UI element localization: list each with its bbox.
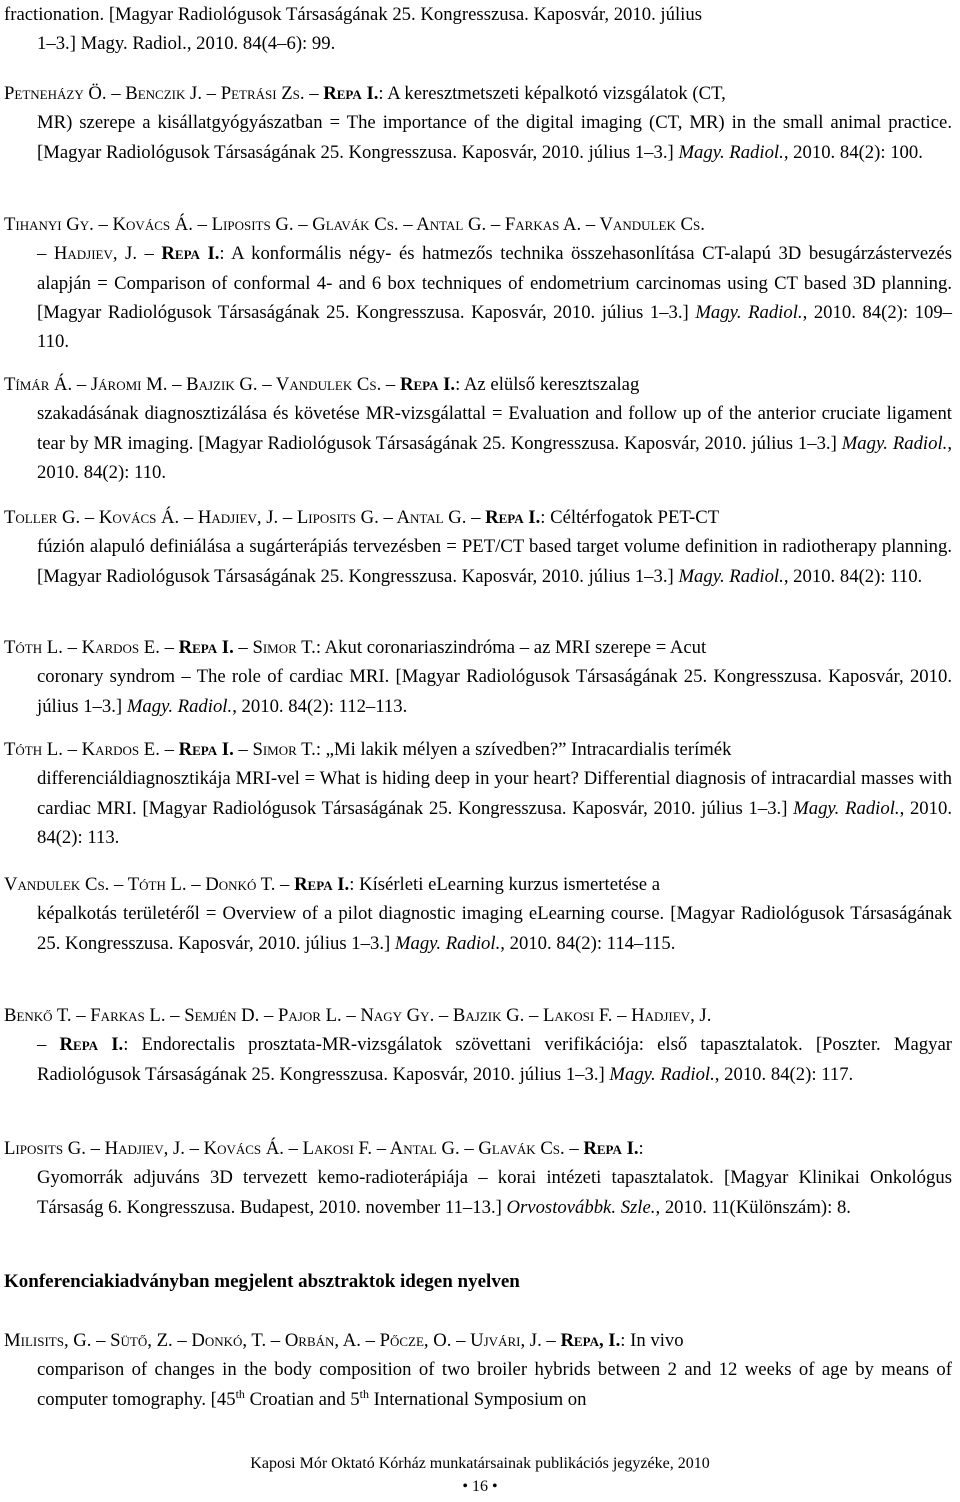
journal-name: Magy. Radiol.: [678, 565, 784, 587]
entry-first-line: Tóth L. – Kardos E. – Repa I. – Simor T.: „Mi lakik mélyen a szívedben?” Intracardialis terímék: [4, 739, 732, 760]
reference-entry: [4, 1001, 952, 1089]
entry-continuation: differenciáldiagnosztikája MRI-vel = What is hiding deep in your heart? Differential diagnosis of intracardial masses with cardiac MRI. [Magyar Radiológusok Társaságának 25. Kongresszusa. Kaposvár, 2010. július 1–3.] Magy. Radiol., 2010. 84(2): 113.: [37, 768, 952, 848]
entry-continuation: Gyomorrák adjuváns 3D tervezett kemo-radioterápiája – korai intézeti tapasztalatok. [Magyar Klinikai Onkológus Társaság 6. Kongresszusa. Budapest, 2010. november 11–13.] Orvostovábbk. Szle., 2010. 11(Különszám): 8.: [37, 1167, 952, 1218]
entry-authors: Tóth L. – Kardos E. –: [4, 637, 174, 658]
author-highlight: Repa I.: [583, 1138, 639, 1159]
reference-entry: [4, 1326, 952, 1414]
author-highlight: Repa I.: [178, 637, 234, 658]
entry-authors: Milisits, G. – Sütő, Z. – Donkó, T. – Orbán, A. – Pőcze, O. – Ujvári, J. –: [4, 1330, 556, 1351]
entry-first-line: Toller G. – Kovács Á. – Hadjiev, J. – Liposits G. – Antal G. – Repa I.: Céltérfogatok PET-CT: [4, 507, 720, 528]
journal-name: Magy. Radiol.: [126, 695, 233, 717]
entry-authors: Benkő T. – Farkas L. – Semjén D. – Pajor L. – Nagy Gy. – Bajzik G. – Lakosi F. – Hadjiev, J.: [4, 1005, 712, 1026]
entry-authors: Liposits G. – Hadjiev, J. – Kovács Á. – Lakosi F. – Antal G. – Glavák Cs. –: [4, 1138, 579, 1159]
superscript: th: [235, 1386, 245, 1401]
entry-continuation: 1–3.] Magy. Radiol., 2010. 84(4–6): 99.: [37, 33, 336, 55]
reference-entry: [4, 870, 952, 958]
reference-entry: [4, 503, 952, 591]
author-highlight: Repa I.: [323, 83, 379, 104]
entry-authors: Tóth L. – Kardos E. –: [4, 739, 174, 760]
entry-first-line: Milisits, G. – Sütő, Z. – Donkó, T. – Orbán, A. – Pőcze, O. – Ujvári, J. – Repa, I.: In vivo: [4, 1330, 684, 1351]
entry-continuation: coronary syndrom – The role of cardiac MRI. [Magyar Radiológusok Társaságának 25. Kongresszusa. Kaposvár, 2010. július 1–3.] Magy. Radiol., 2010. 84(2): 112–113.: [37, 666, 952, 717]
reference-entry: [4, 370, 952, 487]
reference-entry: [4, 0, 952, 59]
entry-authors: Toller G. – Kovács Á. – Hadjiev, J. – Liposits G. – Antal G. –: [4, 507, 481, 528]
entry-continuation: szakadásának diagnosztizálása és követése MR-vizsgálattal = Evaluation and follow up of the anterior cruciate ligament tear by MR imaging. [Magyar Radiológusok Társaságának 25. Kongresszusa. Kaposvár, 2010. július 1–3.] Magy. Radiol., 2010. 84(2): 110.: [37, 403, 952, 483]
journal-name: Magy. Radiol.: [841, 432, 948, 454]
entry-continuation: comparison of changes in the body composition of two broiler hybrids between 2 and 12 weeks of age by means of computer tomography. [45th Croatian and 5th International Symposium on: [37, 1359, 952, 1410]
entry-continuation: – Repa I.: Endorectalis prosztata-MR-vizsgálatok szövettani verifikációja: első tapasztalatok. [Poszter. Magyar Radiológusok Társaságának 25. Kongresszusa. Kaposvár, 2010. július 1–3.] Magy. Radiol., 2010. 84(2): 117.: [37, 1034, 952, 1085]
entry-authors: Tihanyi Gy. – Kovács Á. – Liposits G. – Glavák Cs. – Antal G. – Farkas A. – Vandulek Cs.: [4, 214, 705, 235]
journal-name: Magy. Radiol.: [609, 1063, 715, 1085]
author: Petneházy Ö.: [4, 83, 107, 104]
entry-first-line: Tímár Á. – Járomi M. – Bajzik G. – Vandulek Cs. – Repa I.: Az elülső keresztszalag: [4, 374, 640, 395]
entry-text: fractionation. [Magyar Radiológusok Társaságának 25. Kongresszusa. Kaposvár, 2010. július: [4, 4, 702, 25]
page-footer-title: Kaposi Mór Oktató Kórház munkatársainak publikációs jegyzéke, 2010: [250, 1455, 710, 1472]
author-highlight: Repa I.: [294, 874, 350, 895]
author-highlight: Repa I.: [161, 243, 220, 265]
author-highlight: Repa, I.: [560, 1330, 621, 1351]
entry-first-line: Liposits G. – Hadjiev, J. – Kovács Á. – Lakosi F. – Antal G. – Glavák Cs. – Repa I.:: [4, 1138, 644, 1159]
reference-entry: [4, 79, 952, 167]
reference-entry: [4, 210, 952, 356]
entry-continuation: – Hadjiev, J. – Repa I.: A konformális négy- és hatmezős technika összehasonlítása CT-alapú 3D besugárzástervezés alapján = Comparison of conformal 4- and 6 box techniques of endometrium carcinomas using CT based 3D planning. [Magyar Radiológusok Társaságának 25. Kongresszusa. Kaposvár, 2010. július 1–3.] Magy. Radiol., 2010. 84(2): 109–110.: [37, 243, 953, 353]
reference-entry: [4, 633, 952, 721]
entry-authors: Vandulek Cs. – Tóth L. – Donkó T. –: [4, 874, 290, 895]
entry-continuation: fúzión alapuló definiálása a sugárterápiás tervezésben = PET/CT based target volume definition in radiotherapy planning. [Magyar Radiológusok Társaságának 25. Kongresszusa. Kaposvár, 2010. július 1–3.] Magy. Radiol., 2010. 84(2): 110.: [37, 536, 952, 587]
entry-first-line: Tóth L. – Kardos E. – Repa I. – Simor T.: Akut coronariaszindróma – az MRI szerepe = Acut: [4, 637, 707, 658]
journal-name: Magy. Radiol.: [678, 141, 784, 163]
reference-entry: [4, 1134, 952, 1222]
author-highlight: Repa I.: [485, 507, 541, 528]
page-number: • 16 •: [462, 1478, 498, 1495]
author-highlight: Repa I.: [399, 374, 456, 395]
entry-first-line: Vandulek Cs. – Tóth L. – Donkó T. – Repa I.: Kísérleti eLearning kurzus ismertetése a: [4, 874, 661, 895]
journal-name: Magy. Radiol.: [793, 797, 900, 819]
author: Petrási Zs.: [220, 83, 305, 104]
journal-name: Magy. Radiol.: [695, 301, 803, 323]
entry-continuation: MR) szerepe a kisállatgyógyászatban = The importance of the digital imaging (CT, MR) in the small animal practice. [Magyar Radiológusok Társaságának 25. Kongresszusa. Kaposvár, 2010. július 1–3.] Magy. Radiol., 2010. 84(2): 100.: [37, 112, 952, 163]
entry-first-line: Petneházy Ö. – Benczik J. – Petrási Zs. – Repa I.: A keresztmetszeti képalkotó vizsgálatok (CT,: [4, 83, 726, 104]
author: Benczik J.: [125, 83, 202, 104]
section-heading: Konferenciakiadványban megjelent absztraktok idegen nyelven: [4, 1271, 520, 1292]
author-highlight: Repa I.: [178, 739, 234, 760]
entry-title: : A keresztmetszeti képalkotó vizsgálatok (CT,: [378, 83, 726, 104]
superscript: th: [359, 1386, 369, 1401]
journal-name: Magy. Radiol.: [394, 932, 501, 954]
journal-name: Orvostovábbk. Szle.: [506, 1196, 656, 1218]
author-highlight: Repa I.: [59, 1034, 124, 1056]
reference-entry: [4, 735, 952, 852]
entry-authors: Tímár Á. – Járomi M. – Bajzik G. – Vandulek Cs. –: [4, 374, 396, 395]
entry-continuation: képalkotás területéről = Overview of a pilot diagnostic imaging eLearning course. [Magyar Radiológusok Társaságának 25. Kongresszusa. Kaposvár, 2010. július 1–3.] Magy. Radiol., 2010. 84(2): 114–115.: [37, 903, 952, 954]
